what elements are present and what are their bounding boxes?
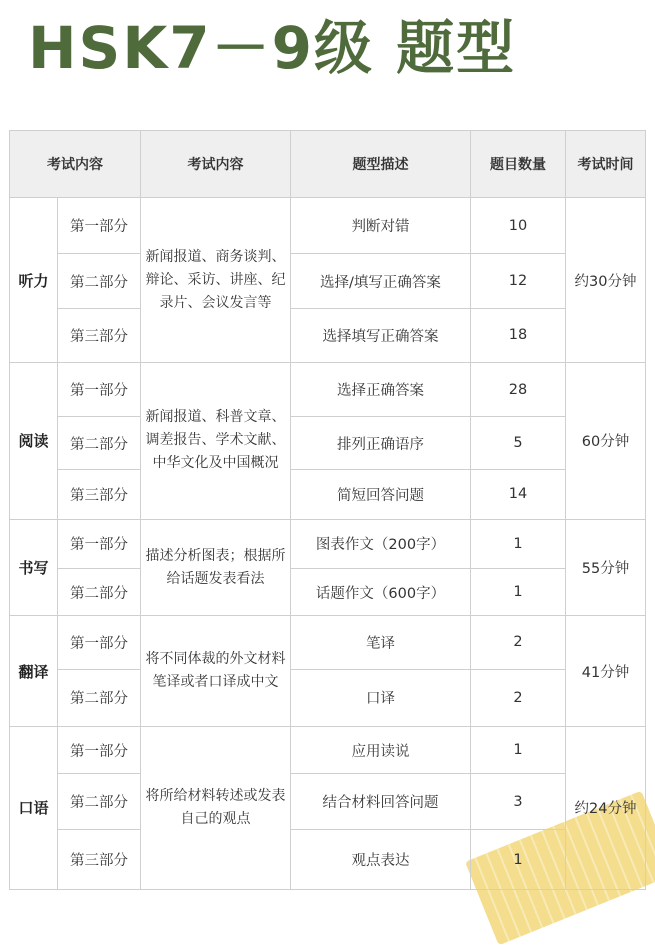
table-row xyxy=(10,469,646,519)
section-content: 将所给材料转述或发表自己的观点 xyxy=(141,726,291,889)
exam-time: 约24分钟 xyxy=(566,726,646,889)
table-row xyxy=(10,519,646,568)
question-count: 3 xyxy=(471,774,566,830)
question-type: 排列正确语序 xyxy=(291,417,471,469)
section-content: 将不同体裁的外文材料笔译或者口译成中文 xyxy=(141,616,291,727)
table-row xyxy=(10,830,646,890)
part-label: 第一部分 xyxy=(58,616,141,669)
table-row xyxy=(10,726,646,773)
question-type: 图表作文（200字） xyxy=(291,519,471,568)
exam-time: 55分钟 xyxy=(566,519,646,615)
page-title: HSK7－9级 题型 xyxy=(28,14,517,82)
section-name: 口语 xyxy=(10,726,58,889)
part-label: 第一部分 xyxy=(58,726,141,773)
part-label: 第二部分 xyxy=(58,774,141,830)
section-name: 书写 xyxy=(10,519,58,615)
table-row xyxy=(10,254,646,308)
question-type: 选择填写正确答案 xyxy=(291,308,471,362)
table-row xyxy=(10,363,646,417)
question-count: 1 xyxy=(471,519,566,568)
part-label: 第三部分 xyxy=(58,469,141,519)
table-row xyxy=(10,198,646,254)
part-label: 第三部分 xyxy=(58,830,141,890)
question-count: 10 xyxy=(471,198,566,254)
header-exam-section: 考试内容 xyxy=(10,131,141,198)
part-label: 第三部分 xyxy=(58,308,141,362)
exam-time: 41分钟 xyxy=(566,616,646,727)
question-count: 1 xyxy=(471,726,566,773)
table-row xyxy=(10,669,646,726)
question-count: 1 xyxy=(471,569,566,616)
table-row xyxy=(10,616,646,669)
table-header-row xyxy=(10,131,646,198)
question-count: 28 xyxy=(471,363,566,417)
question-type: 观点表达 xyxy=(291,830,471,890)
header-exam-content: 考试内容 xyxy=(141,131,291,198)
exam-format-table xyxy=(9,130,646,890)
part-label: 第二部分 xyxy=(58,417,141,469)
table-row xyxy=(10,308,646,362)
section-name: 阅读 xyxy=(10,363,58,520)
question-count: 2 xyxy=(471,669,566,726)
section-content: 新闻报道、科普文章、调差报告、学术文献、中华文化及中国概况 xyxy=(141,363,291,520)
table-row xyxy=(10,569,646,616)
question-count: 1 xyxy=(471,830,566,890)
question-type: 判断对错 xyxy=(291,198,471,254)
question-type: 选择正确答案 xyxy=(291,363,471,417)
question-type: 口译 xyxy=(291,669,471,726)
exam-time: 约30分钟 xyxy=(566,198,646,363)
question-type: 应用读说 xyxy=(291,726,471,773)
table-row xyxy=(10,774,646,830)
header-question-type: 题型描述 xyxy=(291,131,471,198)
section-content: 新闻报道、商务谈判、辩论、采访、讲座、纪录片、会议发言等 xyxy=(141,198,291,363)
question-type: 笔译 xyxy=(291,616,471,669)
section-content: 描述分析图表；根据所给话题发表看法 xyxy=(141,519,291,615)
part-label: 第二部分 xyxy=(58,569,141,616)
question-count: 14 xyxy=(471,469,566,519)
question-type: 结合材料回答问题 xyxy=(291,774,471,830)
part-label: 第二部分 xyxy=(58,669,141,726)
part-label: 第二部分 xyxy=(58,254,141,308)
question-count: 5 xyxy=(471,417,566,469)
table-row xyxy=(10,417,646,469)
question-type: 选择/填写正确答案 xyxy=(291,254,471,308)
question-count: 2 xyxy=(471,616,566,669)
section-name: 听力 xyxy=(10,198,58,363)
part-label: 第一部分 xyxy=(58,519,141,568)
header-question-count: 题目数量 xyxy=(471,131,566,198)
question-type: 简短回答问题 xyxy=(291,469,471,519)
question-count: 18 xyxy=(471,308,566,362)
section-name: 翻译 xyxy=(10,616,58,727)
question-type: 话题作文（600字） xyxy=(291,569,471,616)
exam-time: 60分钟 xyxy=(566,363,646,520)
header-exam-time: 考试时间 xyxy=(566,131,646,198)
part-label: 第一部分 xyxy=(58,198,141,254)
question-count: 12 xyxy=(471,254,566,308)
part-label: 第一部分 xyxy=(58,363,141,417)
